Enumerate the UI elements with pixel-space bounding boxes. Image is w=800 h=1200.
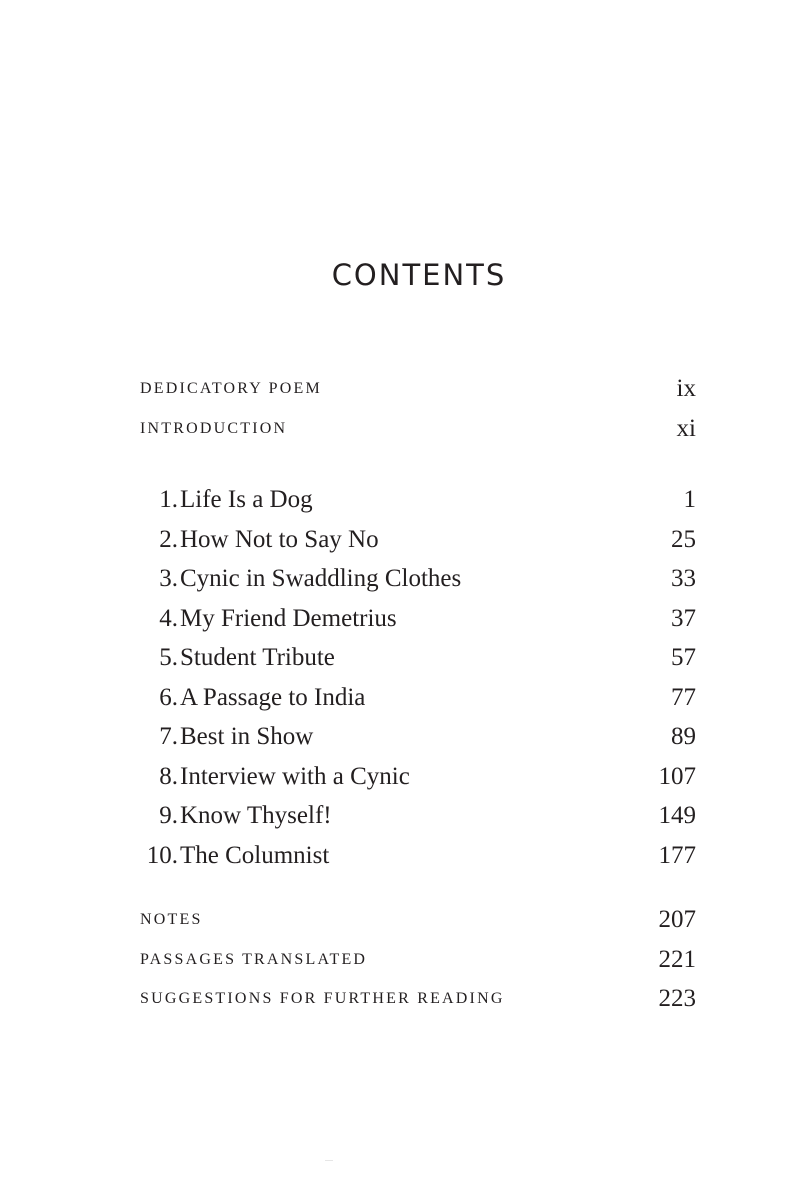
chapter-number: 3. [159, 565, 178, 592]
toc-entry-further-reading [140, 985, 696, 1025]
chapter-number: 7. [159, 723, 178, 750]
toc-entry-dedicatory-poem [140, 375, 696, 415]
chapter-number: 4. [159, 604, 178, 632]
chapter-page: 149 [658, 802, 696, 829]
chapter-number: 8. [159, 762, 178, 790]
chapter-title: Student Tribute [180, 644, 335, 671]
chapter-entry [140, 526, 696, 566]
chapter-title: Best in Show [180, 723, 314, 750]
toc-entry-page: 221 [658, 945, 696, 973]
chapter-title: How Not to Say No [180, 525, 379, 553]
chapter-number: 9. [159, 802, 178, 829]
toc-entry-label: PASSAGES TRANSLATED [140, 950, 368, 968]
chapter-page: 25 [671, 525, 696, 553]
chapter-entry [140, 802, 696, 842]
chapter-page: 177 [658, 841, 696, 869]
chapter-list [140, 486, 696, 881]
chapter-entry [140, 723, 696, 763]
chapter-entry [140, 644, 696, 684]
chapter-title: Cynic in Swaddling Clothes [180, 565, 462, 592]
chapter-number: 1. [159, 486, 178, 513]
back-matter-list [140, 906, 696, 1025]
chapter-title: Life Is a Dog [180, 486, 313, 513]
chapter-title: My Friend Demetrius [180, 604, 397, 632]
chapter-entry [140, 763, 696, 803]
chapter-page: 1 [683, 486, 696, 513]
scan-speck [325, 1160, 333, 1161]
chapter-number: 10. [146, 841, 178, 869]
chapter-title: Interview with a Cynic [180, 762, 410, 790]
chapter-entry [140, 565, 696, 605]
chapter-page: 107 [658, 762, 696, 790]
chapter-page: 77 [671, 683, 696, 711]
chapter-number: 2. [159, 525, 178, 553]
toc-entry-page: xi [676, 414, 696, 442]
chapter-page: 37 [671, 604, 696, 632]
chapter-page: 33 [671, 565, 696, 592]
toc-entry-page: ix [676, 375, 696, 402]
toc-entry-notes [140, 906, 696, 946]
toc-entry-page: 207 [658, 906, 696, 933]
chapter-entry [140, 842, 696, 882]
chapter-entry [140, 486, 696, 526]
toc-entry-page: 223 [658, 985, 696, 1012]
toc-entry-label: NOTES [140, 911, 203, 928]
chapter-title: A Passage to India [180, 683, 366, 711]
chapter-entry [140, 605, 696, 645]
chapter-page: 89 [671, 723, 696, 750]
toc-entry-label: SUGGESTIONS FOR FURTHER READING [140, 990, 505, 1007]
chapter-page: 57 [671, 644, 696, 671]
toc-entry-label: INTRODUCTION [140, 419, 288, 437]
chapter-entry [140, 684, 696, 724]
front-matter-list [140, 375, 696, 454]
toc-entry-passages-translated [140, 946, 696, 986]
toc-entry-label: DEDICATORY POEM [140, 380, 322, 397]
chapter-title: Know Thyself! [180, 802, 332, 829]
chapter-title: The Columnist [180, 841, 330, 869]
toc-entry-introduction [140, 415, 696, 455]
chapter-number: 6. [159, 683, 178, 711]
page-title: CONTENTS [331, 258, 507, 292]
chapter-number: 5. [159, 644, 178, 671]
